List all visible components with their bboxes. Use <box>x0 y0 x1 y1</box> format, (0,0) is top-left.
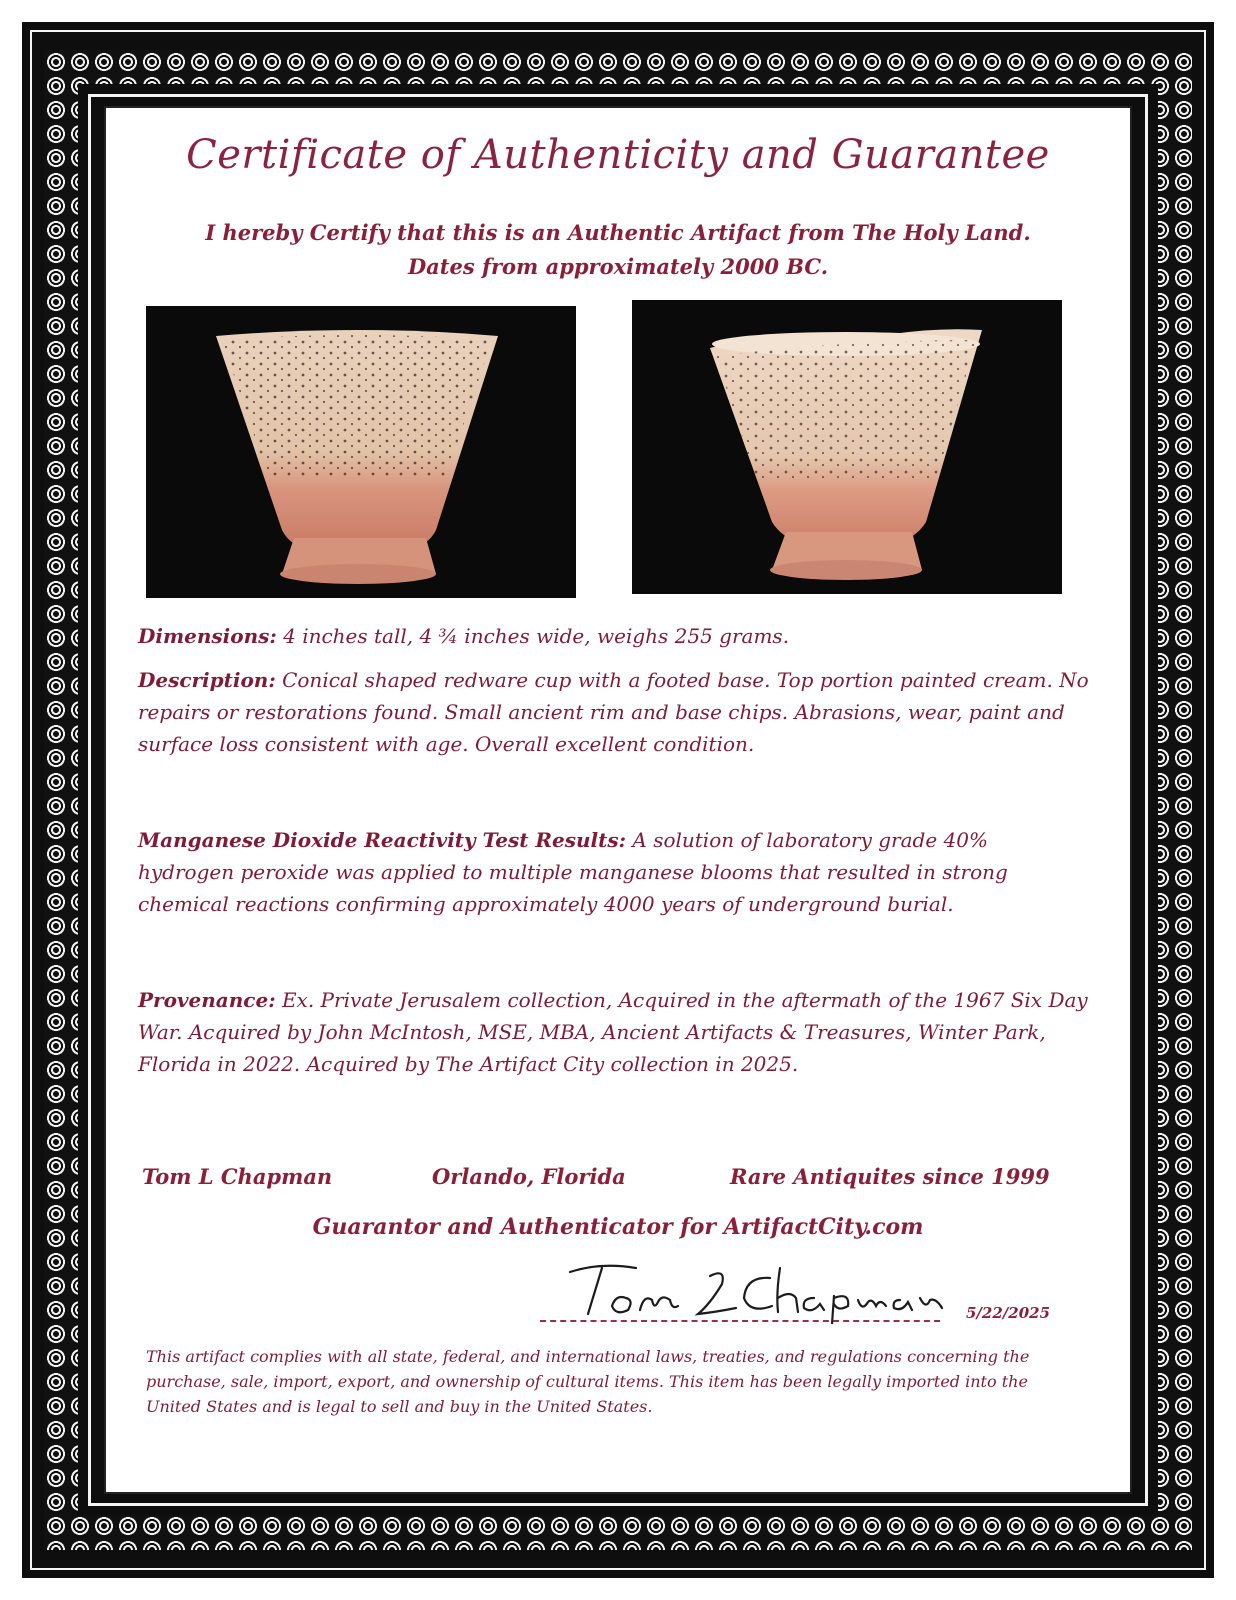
signer-name: Tom L Chapman <box>142 1164 333 1189</box>
description-paragraph <box>138 664 1090 760</box>
signature-line <box>540 1320 940 1322</box>
legal-compliance-statement: This artifact complies with all state, federal, and international laws, treaties, and regulations concerning the purchase, sale, import, export, and ownership of cultural items. This item has been legally imported into the United States and is legal to sell and buy in the United States. <box>146 1347 1030 1416</box>
certificate-title: Certificate of Authenticity and Guarantee <box>186 132 1050 178</box>
description-text: Conical shaped redware cup with a footed base. Top portion painted cream. No repairs or restorations found. Small ancient rim and base chips. Abrasions, wear, paint and surface loss consistent with age. Overall excellent condition. <box>138 668 1089 756</box>
artifact-photo-right <box>632 300 1062 594</box>
dimensions-paragraph <box>138 620 1090 652</box>
dimensions-text: 4 inches tall, 4 ¾ inches wide, weighs 255 grams. <box>276 624 790 648</box>
description-label: Description: <box>138 668 276 692</box>
signer-location: Orlando, Florida <box>432 1164 626 1189</box>
manganese-test-paragraph <box>138 824 1090 920</box>
handwritten-signature <box>540 1254 970 1324</box>
provenance-paragraph <box>138 984 1090 1080</box>
dimensions-label: Dimensions: <box>138 624 277 648</box>
manganese-test-label: Manganese Dioxide Reactivity Test Results: <box>138 828 627 852</box>
certification-statement <box>120 216 1116 284</box>
signature-date: 5/22/2025 <box>966 1304 1051 1322</box>
manganese-test-text: A solution of laboratory grade 40% hydrogen peroxide was applied to multiple manganese blooms that resulted in strong chemical reactions confirming approximately 4000 years of underground burial. <box>138 828 1008 916</box>
business-since: Rare Antiquites since 1999 <box>730 1164 1050 1189</box>
guarantor-line: Guarantor and Authenticator for ArtifactCity.com <box>312 1214 924 1240</box>
certify-line-1: I hereby Certify that this is an Authentic Artifact from The Holy Land. <box>205 220 1031 245</box>
artifact-photo-left <box>146 306 576 598</box>
certify-line-2: Dates from approximately 2000 BC. <box>407 254 829 279</box>
provenance-label: Provenance: <box>138 988 276 1012</box>
provenance-text: Ex. Private Jerusalem collection, Acquired in the aftermath of the 1967 Six Day War. Acquired by John McIntosh, MSE, MBA, Ancient Artifacts & Treasures, Winter Park, Florida in 2022. Acquired by The Artifact City collection in 2025. <box>138 988 1088 1076</box>
